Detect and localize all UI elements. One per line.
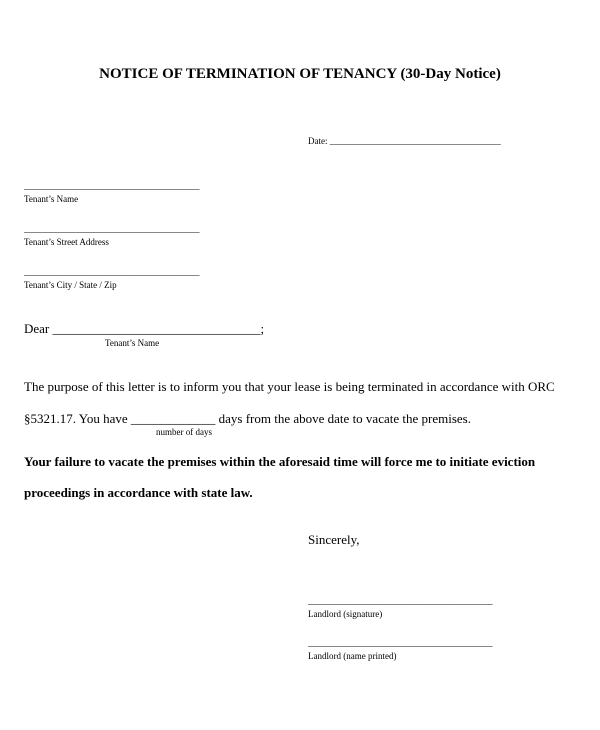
- warning-line-2: proceedings in accordance with state law.: [24, 485, 253, 500]
- purpose-line-2: §5321.17. You have _____________ days from the above date to vacate the premises.: [24, 411, 471, 426]
- days-caption: number of days: [156, 427, 212, 437]
- tenant-name-label: Tenant’s Name: [24, 194, 79, 204]
- landlord-name-line: _________________________________________: [308, 638, 493, 648]
- landlord-signature-label: Landlord (signature): [308, 609, 383, 619]
- tenant-street-line: _______________________________________: [24, 224, 200, 234]
- purpose-line-1: The purpose of this letter is to inform you that your lease is being terminated in accordance with ORC: [24, 379, 555, 394]
- salutation-caption: Tenant’s Name: [105, 338, 160, 348]
- date-field: Date: ______________________________________: [308, 136, 501, 146]
- tenant-street-label: Tenant’s Street Address: [24, 237, 109, 247]
- tenant-city-label: Tenant’s City / State / Zip: [24, 280, 117, 290]
- document-title: NOTICE OF TERMINATION OF TENANCY (30-Day Notice): [99, 66, 501, 82]
- salutation: Dear ________________________________;: [24, 321, 265, 336]
- tenant-city-line: _______________________________________: [24, 267, 200, 277]
- warning-line-1: Your failure to vacate the premises within the aforesaid time will force me to initiate eviction: [24, 454, 536, 469]
- tenant-name-line: _______________________________________: [24, 181, 200, 191]
- landlord-name-label: Landlord (name printed): [308, 651, 397, 661]
- closing: Sincerely,: [308, 532, 360, 547]
- landlord-signature-line: _________________________________________: [308, 596, 493, 606]
